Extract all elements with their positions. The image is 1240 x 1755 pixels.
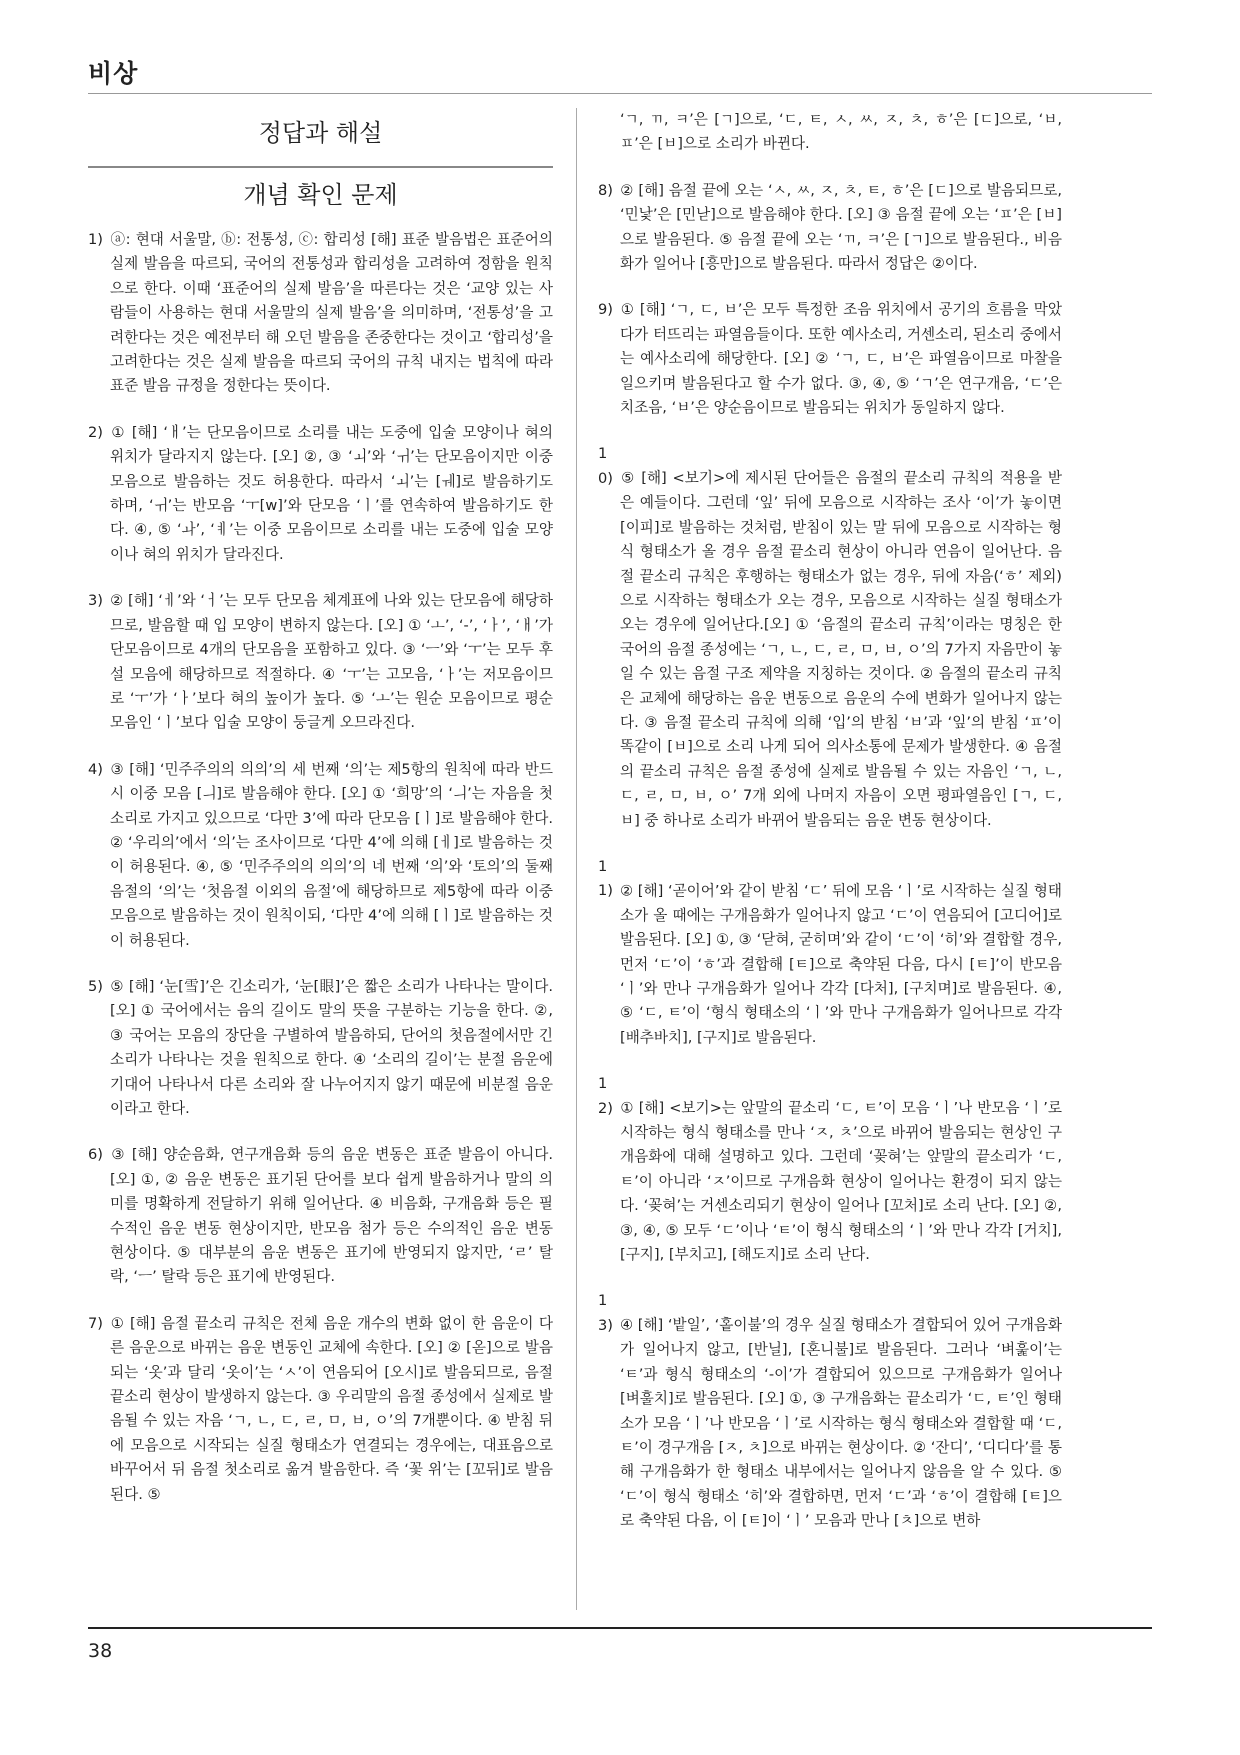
answer-item-7 xyxy=(88,1312,553,1507)
item-number: 7) xyxy=(88,1314,103,1332)
item-text: ⑤ [해] <보기>에 제시된 단어들은 음절의 끝소리 규칙의 적용을 받은 예들이다. 그런데 ‘잎’ 뒤에 모음으로 시작하는 조사 ‘이’가 놓이면 [이피]로 발음하는 것처럼, 받침이 있는 말 뒤에 모음으로 시작하는 형식 형태소가 올 경우 음절 끝소리 현상이 아니라 연음이 일어난다. 음절 끝소리 규칙은 후행하는 형태소가 없는 경우, 뒤에 자음(‘ㅎ’ 제외)으로 시작하는 형태소가 오는 경우, 모음으로 시작하는 실질 형태소가 오는 경우에 일어난다.[오] ① ‘음절의 끝소리 규칙’이라는 명칭은 한국어의 음절 종성에는 ‘ㄱ, ㄴ, ㄷ, ㄹ, ㅁ, ㅂ, ㅇ’의 7가지 자음만이 놓일 수 있는 음절 구조 제약을 지칭하는 것이다. ② 음절의 끝소리 규칙은 교체에 해당하는 음운 변동으로 음운의 수에 변화가 일어나지 않는다. ③ 음절 끝소리 규칙에 의해 ‘입’의 받침 ‘ㅂ’과 ‘잎’의 받침 ‘ㅍ’이 똑같이 [ㅂ]으로 소리 나게 되어 의사소통에 문제가 발생한다. ④ 음절의 끝소리 규칙은 음절 종성에 실제로 발음될 수 있는 자음인 ‘ㄱ, ㄴ, ㄷ, ㄹ, ㅁ, ㅂ, ㅇ’ 7개 외에 나머지 자음이 오면 평파열음인 [ㄱ, ㄷ, ㅂ] 중 하나로 소리가 바뀌어 발음되는 음운 변동 현상이다. xyxy=(620,469,1062,829)
item-text: ② [해] ‘곧이어’와 같이 받침 ‘ㄷ’ 뒤에 모음 ‘ㅣ’로 시작하는 실질 형태소가 올 때에는 구개음화가 일어나지 않고 ‘ㄷ’이 연음되어 [고디어]로 발음된다. [오] ①, ③ ‘닫혀, 굳히며’와 같이 ‘ㄷ’이 ‘히’와 결합할 경우, 먼저 ‘ㄷ’이 ‘ㅎ’과 결합해 [ㅌ]으로 축약된 다음, 다시 [ㅌ]’이 반모음 ‘ㅣ’와 만나 구개음화가 일어나 각각 [다처], [구치며]로 발음된다. ④, ⑤ ‘ㄷ, ㅌ’이 ‘형식 형태소의 ‘ㅣ’와 만나 구개음화가 일어나므로 각각 [배추바치], [구지]로 발음된다. xyxy=(620,882,1062,1046)
answer-item-11 xyxy=(598,855,1062,1050)
answer-item-8 xyxy=(598,179,1062,277)
item-number: 2) xyxy=(88,423,103,441)
page-title: 정답과 해설 xyxy=(258,119,383,147)
answer-item-3 xyxy=(88,589,553,735)
item-text: ⑤ [해] ‘눈[雪]’은 긴소리가, ‘눈[眼]’은 짧은 소리가 나타나는 말이다. [오] ① 국어에서는 음의 길이도 말의 뜻을 구분하는 기능을 한다. ②, ③ 국어는 모음의 장단을 구별하여 발음하되, 단어의 첫음절에서만 긴소리가 나타나는 것을 원칙으로 한다. ④ ‘소리의 길이’는 분절 음운에 기대어 나타나서 다른 소리와 잘 나누어지지 않기 때문에 비분절 음운이라고 한다. xyxy=(110,977,553,1117)
item-text: ② [해] ‘ㅔ’와 ‘ㅓ’는 모두 단모음 체계표에 나와 있는 단모음에 해당하므로, 발음할 때 입 모양이 변하지 않는다. [오] ① ‘ㅗ’, ‘-’, ‘ㅏ’, ‘ㅐ’가 단모음이므로 4개의 단모음을 포함하고 있다. ③ ‘ㅡ’와 ‘ㅜ’는 모두 후설 모음에 해당하므로 적절하다. ④ ‘ㅜ’는 고모음, ‘ㅏ’는 저모음이므로 ‘ㅜ’가 ‘ㅏ’보다 혀의 높이가 높다. ⑤ ‘ㅗ’는 원순 모음이므로 평순 모음인 ‘ㅣ’보다 입술 모양이 둥글게 오므라진다. xyxy=(110,592,553,732)
column-divider xyxy=(576,108,577,1610)
item-number: 9) xyxy=(598,301,613,319)
answer-item-2 xyxy=(88,421,553,567)
footer-divider xyxy=(88,1627,1152,1629)
answer-item-4 xyxy=(88,758,553,953)
section-title: 개념 확인 문제 xyxy=(88,166,553,212)
item-text: ⓐ: 현대 서울말, ⓑ: 전통성, ⓒ: 합리성 [해] 표준 발음법은 표준어의 실제 발음을 따르되, 국어의 전통성과 합리성을 고려하여 정함을 원칙으로 한다. 이때 ‘표준어의 실제 발음’을 따른다는 것은 ‘교양 있는 사람들이 사용하는 현대 서울말의 실제 발음’을 의미하며, ‘전통성’을 고려한다는 것은 예전부터 해 오던 발음을 존중한다는 것이고 ‘합리성’을 고려한다는 것은 실제 발음을 따르되 국어의 규칙 내지는 법칙에 따라 표준 발음 규정을 정한다는 뜻이다. xyxy=(110,231,553,395)
item-number: 6) xyxy=(88,1146,103,1164)
item-number: 5) xyxy=(88,977,103,995)
answer-item-5 xyxy=(88,975,553,1121)
item-text: ① [해] <보기>는 앞말의 끝소리 ‘ㄷ, ㅌ’이 모음 ‘ㅣ’나 반모음 ‘ㅣ’로 시작하는 형식 형태소를 만나 ‘ㅈ, ㅊ’으로 바뀌어 발음되는 현상인 구개음화에 대해 설명하고 있다. 그런데 ‘꽂혀’는 앞말의 끝소리가 ‘ㄷ, ㅌ’이 아니라 ‘ㅈ’이므로 구개음화 현상이 일어나는 환경이 되지 않는다. ‘꽂혀’는 거센소리되기 현상이 일어나 [꼬처]로 소리 난다. [오] ②, ③, ④, ⑤ 모두 ‘ㄷ’이나 ‘ㅌ’이 형식 형태소의 ‘ㅣ’와 만나 각각 [거치], [구지], [부치고], [해도지]로 소리 난다. xyxy=(620,1099,1062,1264)
answer-item-12 xyxy=(598,1072,1062,1267)
publisher-label: 비상 xyxy=(88,59,139,88)
item-text: ② [해] 음절 끝에 오는 ‘ㅅ, ㅆ, ㅈ, ㅊ, ㅌ, ㅎ’은 [ㄷ]으로 발음되므로, ‘민낯’은 [민낟]으로 발음해야 한다. [오] ③ 음절 끝에 오는 ‘ㅍ’은 [ㅂ]으로 발음된다. ⑤ 음절 끝에 오는 ‘ㄲ, ㅋ’은 [ㄱ]으로 발음된다., 비음화가 일어나 [흥만]으로 발음된다. 따라서 정답은 ②이다. xyxy=(620,181,1062,273)
left-column xyxy=(88,108,553,1529)
item-number: 3) xyxy=(88,592,103,610)
item-text: ① [해] 음절 끝소리 규칙은 전체 음운 개수의 변화 없이 한 음운이 다른 음운으로 바뀌는 음운 변동인 교체에 속한다. [오] ② [옫]으로 발음되는 ‘옷’과 달리 ‘옷이’는 ‘ㅅ’이 연음되어 [오시]로 발음되므로, 음절 끝소리 현상이 발생하지 않는다. ③ 우리말의 음절 종성에서 실제로 발음될 수 있는 자음 ‘ㄱ, ㄴ, ㄷ, ㄹ, ㅁ, ㅂ, ㅇ’의 7개뿐이다. ④ 받침 뒤에 모음으로 시작되는 실질 형태소가 연결되는 경우에는, 대표음으로 바꾸어서 뒤 음절 첫소리로 옮겨 발음한다. 즉 ‘꽃 위’는 [꼬뒤]로 발음된다. ⑤ xyxy=(110,1314,553,1503)
answer-item-7-continuation: ‘ㄱ, ㄲ, ㅋ’은 [ㄱ]으로, ‘ㄷ, ㅌ, ㅅ, ㅆ, ㅈ, ㅊ, ㅎ’은 [ㄷ]으로, ‘ㅂ, ㅍ’은 [ㅂ]으로 소리가 바뀐다. xyxy=(620,111,1062,153)
header-divider xyxy=(88,93,1152,94)
item-number: 8) xyxy=(598,181,613,199)
item-number: 12) xyxy=(598,1075,613,1117)
item-number: 11) xyxy=(598,857,613,900)
answer-item-1 xyxy=(88,228,553,399)
page-number: 38 xyxy=(88,1640,113,1662)
item-text: ③ [해] ‘민주주의의 의의’의 세 번째 ‘의’는 제5항의 원칙에 따라 반드시 이중 모음 [ㅢ]로 발음해야 한다. [오] ① ‘희망’의 ‘ㅢ’는 자음을 첫소리로 가지고 있으므로 ‘다만 3’에 따라 단모음 [ㅣ]로 발음해야 한다. ② ‘우리의’에서 ‘의’는 조사이므로 ‘다만 4’에 의해 [ㅔ]로 발음하는 것이 허용된다. ④, ⑤ ‘민주주의의 의의’의 네 번째 ‘의’와 ‘토의’의 둘째 음절의 ‘의’는 ‘첫음절 이외의 음절’에 해당하므로 제5항에 따라 이중 모음으로 발음하는 것이 원칙이되, ‘다만 4’에 의해 [ㅣ]로 발음하는 것이 허용된다. xyxy=(110,760,553,949)
answer-item-13 xyxy=(598,1289,1062,1533)
item-text: ① [해] ‘ㄱ, ㄷ, ㅂ’은 모두 특정한 조음 위치에서 공기의 흐름을 막았다가 터뜨리는 파열음들이다. 또한 예사소리, 거센소리, 된소리 중에서는 예사소리에 해당한다. [오] ② ‘ㄱ, ㄷ, ㅂ’은 파열음이므로 마찰을 일으키며 발음된다고 할 수가 없다. ③, ④, ⑤ ‘ㄱ’은 연구개음, ‘ㄷ’은 치조음, ‘ㅂ’은 양순음이므로 발음되는 위치가 동일하지 않다. xyxy=(620,301,1062,417)
answer-item-10 xyxy=(598,442,1062,833)
item-number: 1) xyxy=(88,231,103,248)
answer-item-6 xyxy=(88,1143,553,1289)
answer-item-9 xyxy=(598,298,1062,420)
item-text: ③ [해] 양순음화, 연구개음화 등의 음운 변동은 표준 발음이 아니다. [오] ①, ② 음운 변동은 표기된 단어를 보다 쉽게 발음하거나 말의 의미를 명확하게 전달하기 위해 일어난다. ④ 비음화, 구개음화 등은 필수적인 음운 변동 현상이지만, 반모음 첨가 등은 수의적인 음운 변동 현상이다. ⑤ 대부분의 음운 변동은 표기에 반영되지 않지만, ‘ㄹ’ 탈락, ‘ㅡ’ 탈락 등은 표기에 반영된다. xyxy=(110,1146,553,1286)
right-column xyxy=(598,108,1062,1556)
item-number: 4) xyxy=(88,760,103,778)
item-number: 13) xyxy=(598,1292,613,1334)
item-text: ④ [해] ‘밭일’, ‘홑이불’의 경우 실질 형태소가 결합되어 있어 구개음화가 일어나지 않고, [반닐], [혼니불]로 발음된다. 그러나 ‘벼훑이’는 ‘ㅌ’과 형식 형태소의 ‘-이’가 결합되어 있으므로 구개음화가 일어나 [벼훌치]로 발음된다. [오] ①, ③ 구개음화는 끝소리가 ‘ㄷ, ㅌ’인 형태소가 모음 ‘ㅣ’나 반모음 ‘ㅣ’로 시작하는 형식 형태소와 결합할 때 ‘ㄷ, ㅌ’이 경구개음 [ㅈ, ㅊ]으로 바뀌는 현상이다. ② ‘잔디’, ‘디디다’를 통해 구개음화가 한 형태소 내부에서는 일어나지 않음을 알 수 있다. ⑤ ‘ㄷ’이 형식 형태소 ‘히’와 결합하면, 먼저 ‘ㄷ’과 ‘ㅎ’이 결합해 [ㅌ]으로 축약된 다음, 이 [ㅌ]이 ‘ㅣ’ 모음과 만나 [ㅊ]으로 변하 xyxy=(620,1316,1062,1530)
item-text: ① [해] ‘ㅐ’는 단모음이므로 소리를 내는 도중에 입술 모양이나 혀의 위치가 달라지지 않는다. [오] ②, ③ ‘ㅚ’와 ‘ㅟ’는 단모음이지만 이중 모음으로 발음하는 것도 허용한다. 따라서 ‘ㅚ’는 [ㅞ]로 발음하기도 하며, ‘ㅟ’는 반모음 ‘ㅜ[w]’와 단모음 ‘ㅣ’를 연속하여 발음하기도 한다. ④, ⑤ ‘ㅘ’, ‘ㅖ’는 이중 모음이므로 소리를 내는 도중에 입술 모양이나 혀의 위치가 달라진다. xyxy=(110,423,553,563)
item-number: 10) xyxy=(598,445,613,487)
